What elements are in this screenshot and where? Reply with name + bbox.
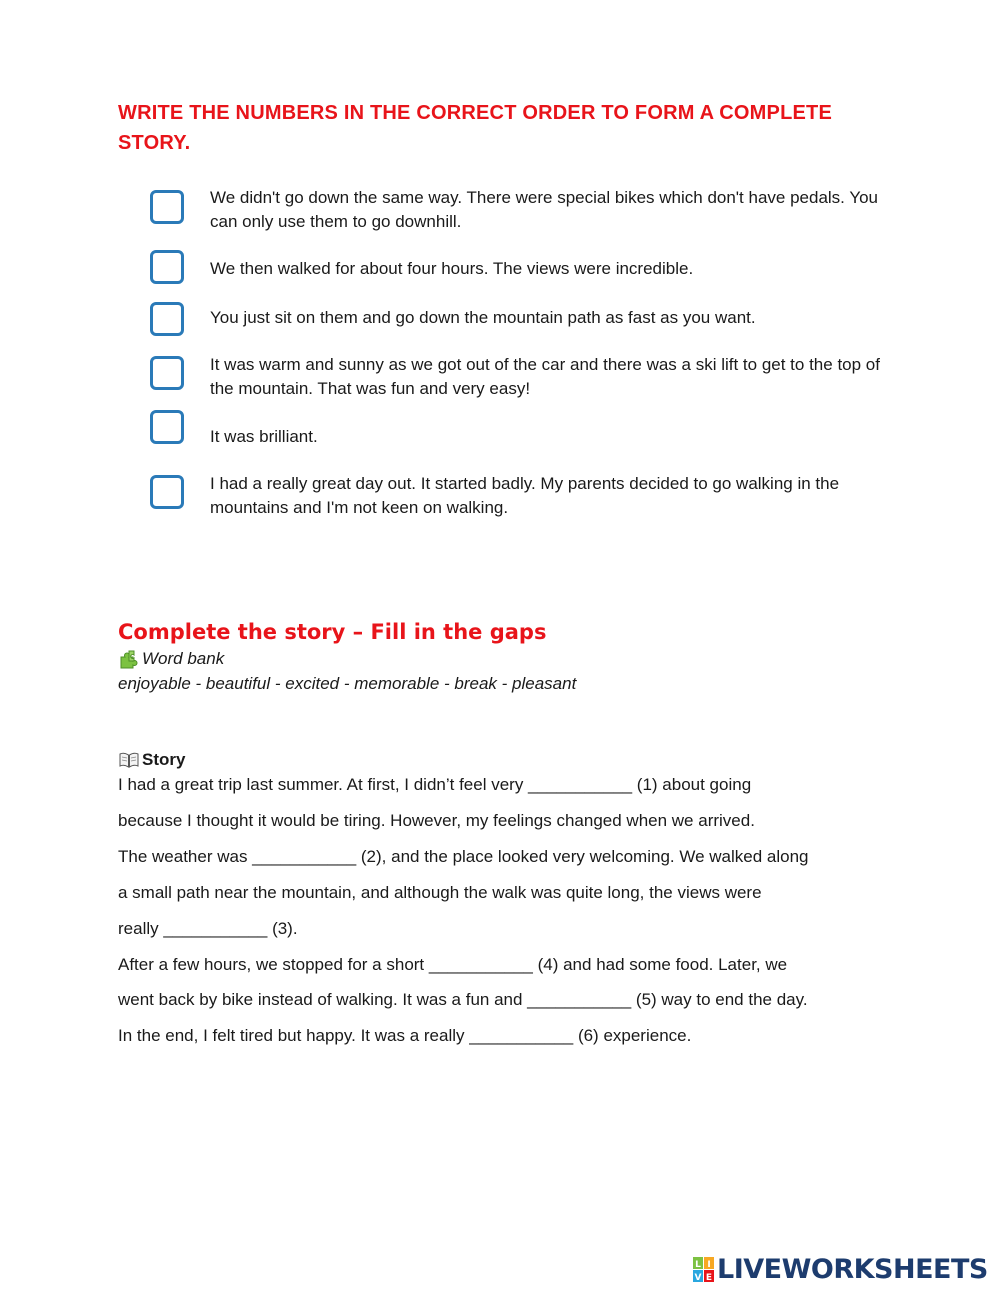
badge-letter-v: V (694, 1273, 702, 1283)
number-input-box[interactable] (150, 356, 184, 390)
exercise-1-title: WRITE THE NUMBERS IN THE CORRECT ORDER TO FORM A COMPLETE STORY. (118, 102, 832, 154)
number-input-box[interactable] (150, 250, 184, 284)
exercise-2-title: Complete the story – Fill in the gaps (118, 620, 547, 644)
order-item-text: It was warm and sunny as we got out of the car and there was a ski lift to get to the top of the mountain. That was fun and very easy! (210, 355, 880, 398)
badge-letter-i: I (707, 1260, 711, 1270)
story-line-1: I had a great trip last summer. At first, I didn’t feel very ___________ (1) about going (118, 775, 752, 794)
liveworksheets-logo (693, 1254, 988, 1286)
story-line-6: After a few hours, we stopped for a short ___________ (4) and had some food. Later, we (118, 955, 788, 974)
word-bank-label-text: Word bank (142, 649, 225, 668)
number-input-box[interactable] (150, 190, 184, 224)
order-item-text: We didn't go down the same way. There were special bikes which don't have pedals. You can only use them to go downhill. (210, 188, 879, 231)
order-item-text: It was brilliant. (210, 427, 318, 446)
number-input-box[interactable] (150, 302, 184, 336)
open-book-icon (118, 751, 140, 769)
order-item-text: I had a really great day out. It started badly. My parents decided to go walking in the mountains and I'm not keen on walking. (210, 474, 840, 517)
story-label (118, 748, 185, 772)
story-label-text: Story (142, 750, 186, 769)
story-line-8: In the end, I felt tired but happy. It was a really ___________ (6) experience. (118, 1026, 692, 1045)
live-badge-icon (693, 1257, 715, 1283)
word-bank-words: enjoyable - beautiful - excited - memorable - break - pleasant (118, 674, 577, 693)
story-line-5: really ___________ (3). (118, 919, 298, 938)
word-bank-label (118, 648, 224, 670)
badge-letter-e: E (705, 1273, 713, 1283)
story-line-3: The weather was ___________ (2), and the place looked very welcoming. We walked along (118, 847, 809, 866)
story-line-4: a small path near the mountain, and although the walk was quite long, the views were (118, 883, 762, 902)
badge-letter-l: L (695, 1260, 701, 1270)
story-line-7: went back by bike instead of walking. It was a fun and ___________ (5) way to end the day. (118, 990, 808, 1009)
story-line-2: because I thought it would be tiring. However, my feelings changed when we arrived. (118, 811, 755, 830)
logo-text: LIVEWORKSHEETS (717, 1254, 988, 1285)
number-input-box[interactable] (150, 475, 184, 509)
order-item-text: We then walked for about four hours. The views were incredible. (210, 259, 694, 278)
order-item-text: You just sit on them and go down the mountain path as fast as you want. (210, 308, 756, 327)
number-input-box[interactable] (150, 410, 184, 444)
puzzle-piece-icon (118, 649, 140, 669)
